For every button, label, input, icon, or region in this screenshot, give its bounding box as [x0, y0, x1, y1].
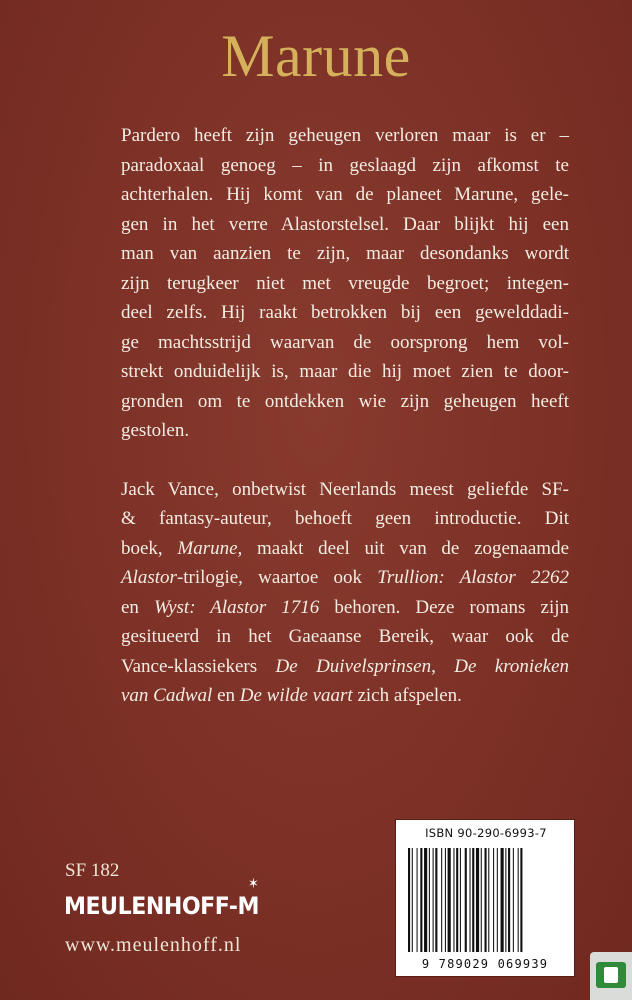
text-run: en [212, 685, 240, 706]
blurb-line: zijn terugkeer niet met vreugde begroet; integen- [121, 272, 569, 294]
blurb-line: gestolen. [121, 420, 190, 441]
book-title-reference: Wyst: Alastor 1716 [154, 596, 320, 618]
book-title-reference: De Duivelsprinsen [275, 655, 432, 677]
blurb-line [121, 563, 569, 593]
blurb-line: & fantasy-auteur, behoeft geen introductie. Dit [121, 508, 569, 529]
blurb-paragraph-2 [121, 475, 569, 711]
book-title-reference: van Cadwal [121, 685, 213, 706]
book-title-reference: De kronieken [454, 655, 570, 677]
text-run: en [121, 596, 155, 618]
blurb-line: paradoxaal genoeg – in geslaagd zijn afkomst te [121, 154, 569, 176]
text-run: , [431, 655, 455, 677]
text-run: maakt deel uit van de zogenaamde [242, 537, 570, 559]
book-title-reference: De wilde vaart [239, 685, 353, 706]
blurb-line: strekt onduidelijk is, maar die hij moet zien te door- [121, 361, 569, 382]
book-title-reference: Trullion: Alastor 2262 [377, 567, 569, 588]
barcode-digits: 9 789029 069939 [421, 957, 549, 971]
blurb-line: gronden om te ontdekken wie zijn geheugen heeft [121, 390, 569, 412]
blurb [121, 121, 569, 711]
text-run: -trilogie, waartoe ook [176, 567, 378, 588]
price-sticker [590, 952, 632, 1000]
isbn-text: ISBN 90-290-6993-7 [425, 826, 547, 840]
star-icon: ✶ [248, 876, 259, 892]
text-run: boek, [121, 537, 178, 559]
blurb-line: achterhalen. Hij komt van de planeet Marune, gele- [121, 184, 569, 205]
blurb-line: Pardero heeft zijn geheugen verloren maar is er – [121, 125, 569, 146]
series-title-reference: Alastor [121, 567, 177, 588]
series-number: SF 182 [65, 860, 120, 881]
blurb-line [121, 652, 569, 682]
blurb-line [121, 593, 569, 623]
blurb-line: gen in het verre Alastorstelsel. Daar blijkt hij een [121, 213, 569, 235]
text-run: Vance-klassiekers [121, 655, 276, 677]
blurb-line: Jack Vance, onbetwist Neerlands meest geliefde SF- [121, 478, 569, 500]
barcode-label [396, 820, 574, 976]
blurb-line [121, 681, 569, 711]
publisher-logo-text: MEULENHOFF-M [64, 892, 259, 920]
blurb-line [121, 534, 569, 564]
sticker-logo-icon [596, 962, 626, 988]
barcode-icon [406, 848, 564, 952]
text-run: zich afspelen. [352, 685, 462, 706]
book-title: Marune [221, 23, 411, 89]
blurb-line: deel zelfs. Hij raakt betrokken bij een gewelddadi- [121, 302, 569, 323]
publisher-logo [64, 876, 259, 920]
book-title-reference: Marune, [177, 537, 243, 559]
text-run: behoren. Deze romans zijn [319, 596, 569, 618]
blurb-line: gesitueerd in het Gaeaanse Bereik, waar ook de [121, 626, 569, 647]
blurb-line: man van aanzien te zijn, maar desondanks wordt [121, 243, 569, 264]
blurb-paragraph-1 [121, 121, 569, 446]
blurb-line: ge machtsstrijd waarvan de oorsprong hem vol- [121, 331, 569, 353]
publisher-website: www.meulenhoff.nl [65, 934, 242, 956]
